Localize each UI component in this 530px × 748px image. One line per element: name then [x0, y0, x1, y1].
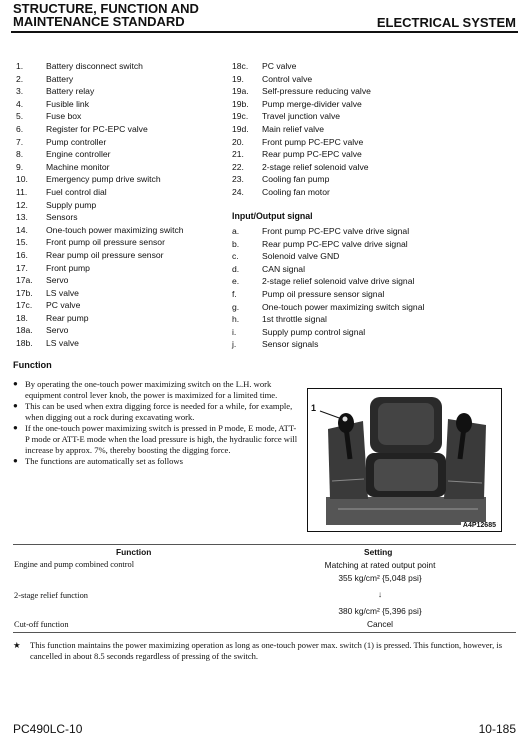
legend-item [232, 238, 424, 251]
legend-item-number: 3. [16, 86, 24, 97]
legend-item-number: 23. [232, 174, 244, 185]
arrow-down-icon: ↓ [377, 589, 383, 599]
legend-item-text: Travel junction valve [262, 111, 341, 122]
legend-item-number: i. [232, 326, 237, 337]
legend-item-number: 4. [16, 98, 24, 109]
legend-item-number: 17. [16, 262, 28, 273]
legend-item-number: g. [232, 301, 240, 312]
legend-item-number: 19. [232, 73, 244, 84]
legend-item [232, 60, 371, 73]
legend-item-number: 5. [16, 111, 24, 122]
legend-item [232, 85, 371, 98]
io-signal-list [232, 225, 424, 351]
legend-item [232, 173, 371, 186]
legend-item-number: d. [232, 263, 240, 274]
function-heading: Function [13, 360, 52, 370]
operator-seat-illustration [308, 389, 501, 531]
legend-item-number: 19a. [232, 86, 249, 97]
legend-item [16, 98, 184, 111]
legend-item [16, 173, 184, 186]
legend-item-text: Machine monitor [46, 161, 110, 172]
legend-item-text: One-touch power maximizing switch [46, 224, 184, 235]
legend-right-column [232, 60, 371, 199]
star-icon: ★ [13, 640, 21, 650]
note-text: This function maintains the power maximizing operation as long as one-touch power max. switch (1) is pressed. This function, however, is cancelled in about 8.5 seconds regardless of pressing of the switch. [30, 640, 503, 661]
legend-item [232, 326, 424, 339]
legend-item-text: 1st throttle signal [262, 314, 327, 325]
legend-item-text: Supply pump control signal [262, 326, 366, 337]
legend-item-number: 19c. [232, 111, 249, 122]
legend-item-text: PC valve [46, 300, 81, 311]
legend-item [16, 110, 184, 123]
legend-item [16, 249, 184, 262]
table-row-setting: 355 kg/cm² {5,048 psi} [338, 573, 422, 583]
legend-item-text: Register for PC-EPC valve [46, 123, 148, 134]
legend-item-text: Battery disconnect switch [46, 61, 143, 71]
legend-item-text: Control valve [262, 73, 313, 84]
legend-item [232, 148, 371, 161]
legend-item [16, 186, 184, 199]
legend-item-text: Fuse box [46, 111, 82, 122]
legend-item-text: Supply pump [46, 199, 97, 210]
legend-item [16, 312, 184, 325]
figure-callout-label: 1 [311, 403, 317, 413]
legend-item [232, 161, 371, 174]
legend-item-number: 2. [16, 73, 24, 84]
legend-item [232, 98, 371, 111]
legend-item-number: c. [232, 251, 239, 262]
legend-item [16, 161, 184, 174]
legend-item-number: 17b. [16, 287, 33, 298]
legend-item [16, 148, 184, 161]
legend-item-number: 10. [16, 174, 28, 185]
legend-item [16, 324, 184, 337]
legend-item [232, 263, 424, 276]
legend-item-number: 19b. [232, 98, 249, 109]
table-row-setting: Cancel [366, 619, 394, 629]
legend-item-number: 17a. [16, 275, 33, 286]
legend-item-text: Emergency pump drive switch [46, 174, 161, 185]
title-line-1: STRUCTURE, FUNCTION AND [13, 1, 199, 16]
legend-item-number: 15. [16, 237, 28, 248]
bullet-dot-icon: ● [13, 456, 18, 466]
legend-item [232, 186, 371, 199]
footer-model: PC490LC-10 [13, 722, 83, 736]
legend-item-number: 19d. [232, 123, 249, 134]
legend-item-text: Solenoid valve GND [262, 251, 340, 262]
legend-item-number: 9. [16, 161, 24, 172]
legend-item-text: LS valve [46, 338, 79, 349]
table-bottom-rule [13, 632, 516, 633]
bullet-item: ● If the one-touch power maximizing switch is pressed in P mode, E mode, ATT-P mode or ATT-E mode when the load pressure is high, the hydraulic force will increase by approx. 7%, thereby boosting the digging force. [13, 423, 298, 455]
function-bullets [13, 379, 298, 468]
legend-item-text: Pump oil pressure sensor signal [262, 288, 385, 299]
legend-item-number: 13. [16, 212, 28, 223]
legend-item-text: CAN signal [262, 263, 305, 274]
table-top-rule [13, 544, 516, 545]
legend-item [232, 225, 424, 238]
legend-item [16, 287, 184, 300]
legend-item [232, 73, 371, 86]
document-title [13, 2, 199, 28]
legend-item-number: 12. [16, 199, 28, 210]
table-header-setting: Setting [364, 547, 393, 557]
legend-item-text: Rear pump PC-EPC valve drive signal [262, 238, 408, 249]
legend-item [16, 262, 184, 275]
legend-item-number: 24. [232, 186, 244, 197]
cab-control-figure [307, 388, 502, 532]
legend-item [16, 60, 184, 73]
legend-item [16, 136, 184, 149]
table-row-function: Engine and pump combined control [14, 560, 135, 569]
legend-item-number: 22. [232, 161, 244, 172]
legend-item-text: Pump merge-divider valve [262, 98, 362, 109]
legend-item-text: Front pump [46, 262, 90, 273]
legend-item-number: 11. [16, 186, 28, 197]
legend-item-number: 7. [16, 136, 24, 147]
legend-item-number: 8. [16, 149, 24, 160]
legend-item-text: Servo [46, 325, 69, 336]
legend-item-text: Fusible link [46, 98, 89, 109]
legend-item-text: Front pump PC-EPC valve drive signal [262, 226, 410, 236]
legend-item [232, 313, 424, 326]
legend-item-number: f. [232, 288, 237, 299]
legend-item-text: Cooling fan motor [262, 186, 330, 197]
table-row-setting: Matching at rated output point [324, 560, 436, 570]
legend-item [16, 85, 184, 98]
legend-left-column [16, 60, 184, 350]
legend-item [16, 224, 184, 237]
legend-item-text: 2-stage relief solenoid valve drive signal [262, 276, 415, 287]
bullet-dot-icon: ● [13, 401, 18, 411]
figure-code: A4P12685 [462, 522, 496, 529]
legend-item-number: e. [232, 276, 240, 287]
legend-item-number: a. [232, 226, 240, 236]
footer-page-number: 10-185 [478, 722, 516, 736]
table-header-function: Function [116, 547, 152, 557]
legend-item-text: Rear pump [46, 312, 89, 323]
legend-item-text: Pump controller [46, 136, 107, 147]
legend-item-number: 18c. [232, 61, 249, 71]
legend-item-number: h. [232, 314, 240, 325]
legend-item-text: Engine controller [46, 149, 111, 160]
legend-item-text: Main relief valve [262, 123, 325, 134]
legend-item-text: One-touch power maximizing switch signal [262, 301, 425, 312]
legend-item-text: LS valve [46, 287, 79, 298]
legend-item [16, 199, 184, 212]
legend-item-text: Fuel control dial [46, 186, 107, 197]
legend-item-text: Servo [46, 275, 69, 286]
legend-item [232, 338, 424, 351]
legend-item [16, 236, 184, 249]
legend-item [16, 337, 184, 350]
legend-item [16, 211, 184, 224]
title-line-2: MAINTENANCE STANDARD [13, 14, 185, 29]
legend-item-number: 21. [232, 149, 244, 160]
legend-item-number: b. [232, 238, 240, 249]
legend-item-text: Sensor signals [262, 339, 319, 350]
bullet-dot-icon: ● [13, 379, 18, 388]
legend-item [232, 275, 424, 288]
legend-item-number: 6. [16, 123, 24, 134]
legend-item [232, 110, 371, 123]
legend-item [232, 123, 371, 136]
legend-item-text: Cooling fan pump [262, 174, 330, 185]
legend-item-text: Rear pump oil pressure sensor [46, 249, 164, 260]
table-row-function: 2-stage relief function [14, 591, 88, 600]
legend-item-number: 18a. [16, 325, 33, 336]
legend-item-text: Rear pump PC-EPC valve [262, 149, 362, 160]
legend-item-number: 17c. [16, 300, 33, 311]
legend-item [16, 73, 184, 86]
legend-item-number: j. [232, 339, 237, 350]
legend-item-text: Battery relay [46, 86, 95, 97]
legend-item-text: Front pump oil pressure sensor [46, 237, 165, 248]
legend-item-number: 14. [16, 224, 28, 235]
legend-item-text: 2-stage relief solenoid valve [262, 161, 369, 172]
legend-item [232, 250, 424, 263]
legend-item-text: PC valve [262, 61, 297, 71]
io-signal-heading: Input/Output signal [232, 211, 313, 221]
legend-item-number: 18. [16, 312, 28, 323]
legend-item-text: Sensors [46, 212, 78, 223]
legend-item-text: Battery [46, 73, 74, 84]
note-block [13, 640, 508, 661]
bullet-item: ● This can be used when extra digging force is needed for a while, for example, when digging out a rock during excavating work. [13, 401, 293, 422]
legend-item-number: 18b. [16, 338, 33, 349]
table-row-setting: 380 kg/cm² {5,396 psi} [338, 606, 422, 616]
legend-item-number: 20. [232, 136, 244, 147]
table-row-function: Cut-off function [14, 620, 69, 629]
legend-item-text: Front pump PC-EPC valve [262, 136, 364, 147]
bullet-item: ● By operating the one-touch power maximizing switch on the L.H. work equipment control lever knob, the power is maximized for a limited time. [13, 379, 278, 400]
bullet-item: ● The functions are automatically set as follows [13, 456, 183, 467]
legend-item [232, 301, 424, 314]
header-rule [11, 31, 518, 33]
legend-item [16, 274, 184, 287]
legend-item-text: Self-pressure reducing valve [262, 86, 371, 97]
legend-item-number: 1. [16, 61, 24, 71]
legend-item [16, 123, 184, 136]
section-title: ELECTRICAL SYSTEM [376, 15, 516, 30]
legend-item [232, 288, 424, 301]
legend-item-number: 16. [16, 249, 28, 260]
legend-item [232, 136, 371, 149]
legend-item [16, 299, 184, 312]
bullet-dot-icon: ● [13, 423, 18, 433]
